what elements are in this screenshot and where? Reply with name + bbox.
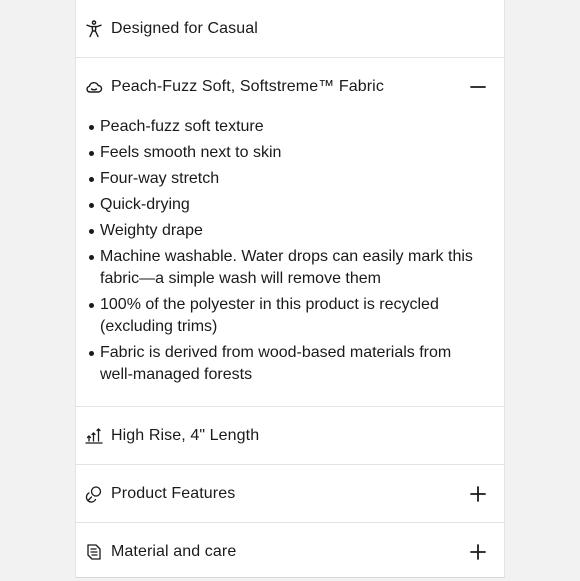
section-label: Peach-Fuzz Soft, Softstreme™ Fabric [111, 78, 384, 95]
bullet-text: Quick-drying [100, 196, 190, 213]
fabric-bullet-item [100, 168, 504, 190]
rise-arrows-icon [85, 427, 103, 445]
fabric-bullet-list [76, 116, 504, 386]
plus-icon[interactable] [469, 543, 487, 561]
bullet-dot-icon [89, 203, 94, 208]
product-details-panel [75, 0, 505, 578]
bullet-text: Four-way stretch [100, 170, 220, 187]
bullet-dot-icon [89, 255, 94, 260]
bullet-dot-icon [89, 229, 94, 234]
features-icon [85, 485, 103, 503]
cloud-icon [85, 78, 103, 96]
bullet-text: Weighty drape [100, 222, 203, 239]
section-fabric-header[interactable] [76, 58, 504, 116]
fabric-bullet-item [100, 246, 504, 290]
bullet-text: Fabric is derived from wood-based materials from well-managed forests [100, 344, 452, 383]
section-label: Material and care [111, 543, 237, 560]
section-label: Product Features [111, 484, 236, 502]
fabric-bullet-item [100, 116, 504, 138]
person-stretch-icon [85, 20, 103, 38]
bullet-text: Peach-fuzz soft texture [100, 118, 264, 135]
bullet-dot-icon [89, 351, 94, 356]
bullet-dot-icon [89, 303, 94, 308]
plus-icon[interactable] [469, 485, 487, 503]
bullet-text: 100% of the polyester in this product is recycled (excluding trims) [100, 296, 439, 335]
bullet-dot-icon [89, 125, 94, 130]
section-label: Designed for Casual [111, 19, 258, 37]
care-label-icon [85, 543, 103, 561]
fabric-bullet-item [100, 342, 504, 386]
section-product-features[interactable] [76, 465, 504, 523]
fabric-bullet-item [100, 142, 504, 164]
minus-icon[interactable] [469, 78, 487, 96]
fabric-bullet-item [100, 294, 504, 338]
fabric-bullet-item [100, 220, 504, 242]
section-label: High Rise, 4" Length [111, 426, 260, 444]
bullet-dot-icon [89, 177, 94, 182]
bullet-text: Feels smooth next to skin [100, 144, 282, 161]
section-fabric-body [76, 116, 504, 407]
fabric-bullet-item [100, 194, 504, 216]
bullet-text: Machine washable. Water drops can easily mark this fabric—a simple wash will remove them [100, 248, 473, 287]
section-material-and-care[interactable] [76, 523, 504, 581]
section-high-rise [76, 407, 504, 465]
bullet-dot-icon [89, 151, 94, 156]
section-designed-for-casual [76, 0, 504, 58]
